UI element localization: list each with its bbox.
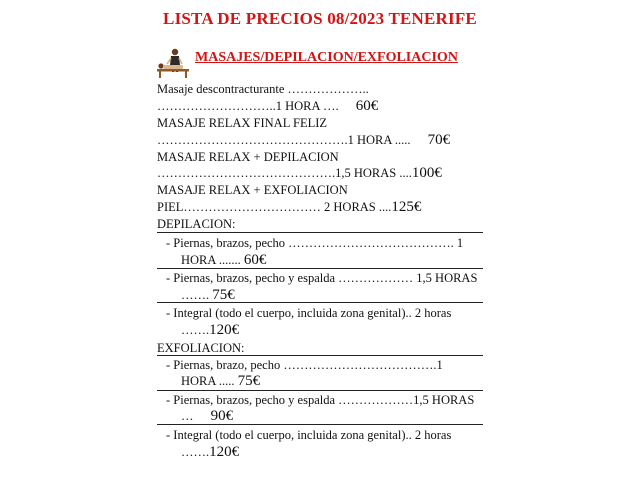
- section-header: [155, 46, 458, 80]
- exfoliacion-item-3-dots: …….: [181, 445, 210, 459]
- exfoliacion-item-3-duration: [181, 444, 239, 461]
- masaje-item-2-duration: [157, 132, 450, 149]
- divider: [157, 390, 483, 391]
- depilacion-item-2-desc: - Piernas, brazos, pecho y espalda ……………… 1,5 HORAS: [166, 271, 478, 285]
- exfoliacion-item-1-price: 75€: [237, 373, 261, 389]
- depilacion-heading: DEPILACION:: [157, 217, 236, 231]
- masaje-item-4-duration: [157, 199, 421, 216]
- divider: [157, 302, 483, 303]
- divider: [157, 355, 483, 356]
- section-subtitle: MASAJES/DEPILACION/EXFOLIACION: [195, 50, 458, 65]
- exfoliacion-item-2-desc: - Piernas, brazos, pecho y espalda ………………1,5 HORAS: [166, 393, 475, 407]
- depilacion-item-3-price: 120€: [209, 322, 240, 338]
- page-title: LISTA DE PRECIOS 08/2023 TENERIFE: [163, 9, 477, 28]
- depilacion-item-1-duration: [181, 252, 266, 269]
- exfoliacion-item-1-dots: HORA .....: [181, 374, 235, 388]
- masaje-item-2-price: 70€: [427, 132, 451, 148]
- masaje-item-3-dots: …………………………………….1,5 HORAS ....: [157, 166, 412, 180]
- exfoliacion-item-2-dots: …: [181, 409, 194, 423]
- depilacion-item-1-desc: - Piernas, brazos, pecho …………………………………. 1: [166, 236, 464, 250]
- masaje-item-4-dots: PIEL…………………………… 2 HORAS ....: [157, 200, 392, 214]
- divider: [157, 232, 483, 233]
- exfoliacion-item-3-price: 120€: [209, 444, 240, 460]
- masaje-item-1-dots: ………………………..1 HORA ….: [157, 99, 339, 113]
- divider: [157, 268, 483, 269]
- depilacion-item-3-dots: …….: [181, 323, 210, 337]
- exfoliacion-item-1-duration: [181, 373, 260, 390]
- masaje-item-1-duration: [157, 98, 378, 115]
- exfoliacion-heading: EXFOLIACION:: [157, 341, 245, 355]
- divider: [157, 424, 483, 425]
- depilacion-item-2-price: 75€: [212, 287, 235, 303]
- depilacion-item-1-price: 60€: [243, 252, 267, 268]
- masaje-item-3-duration: [157, 165, 442, 182]
- exfoliacion-item-3-desc: - Integral (todo el cuerpo, incluida zona genital).. 2 horas: [166, 428, 452, 442]
- exfoliacion-item-2-duration: [181, 408, 233, 425]
- depilacion-item-1-dots: HORA .......: [181, 253, 241, 267]
- exfoliacion-item-1-desc: - Piernas, brazo, pecho ……………………………….1: [166, 358, 443, 372]
- masaje-item-1-desc: Masaje descontracturante ………………..: [157, 82, 369, 96]
- exfoliacion-item-2-price: 90€: [210, 408, 234, 424]
- depilacion-item-3-duration: [181, 322, 239, 339]
- masaje-item-2-desc: MASAJE RELAX FINAL FELIZ: [157, 116, 328, 130]
- masaje-item-1-price: 60€: [355, 98, 379, 114]
- masaje-item-3-desc: MASAJE RELAX + DEPILACION: [157, 150, 339, 164]
- depilacion-item-2-dots: …….: [181, 288, 210, 302]
- masaje-item-4-desc: MASAJE RELAX + EXFOLIACION: [157, 183, 348, 197]
- depilacion-item-3-desc: - Integral (todo el cuerpo, incluida zona genital).. 2 horas: [166, 306, 452, 320]
- massage-icon: [155, 47, 191, 79]
- masaje-item-3-price: 100€: [411, 165, 442, 181]
- masaje-item-2-dots: ……………………………………….1 HORA .....: [157, 133, 411, 147]
- masaje-item-4-price: 125€: [391, 199, 422, 215]
